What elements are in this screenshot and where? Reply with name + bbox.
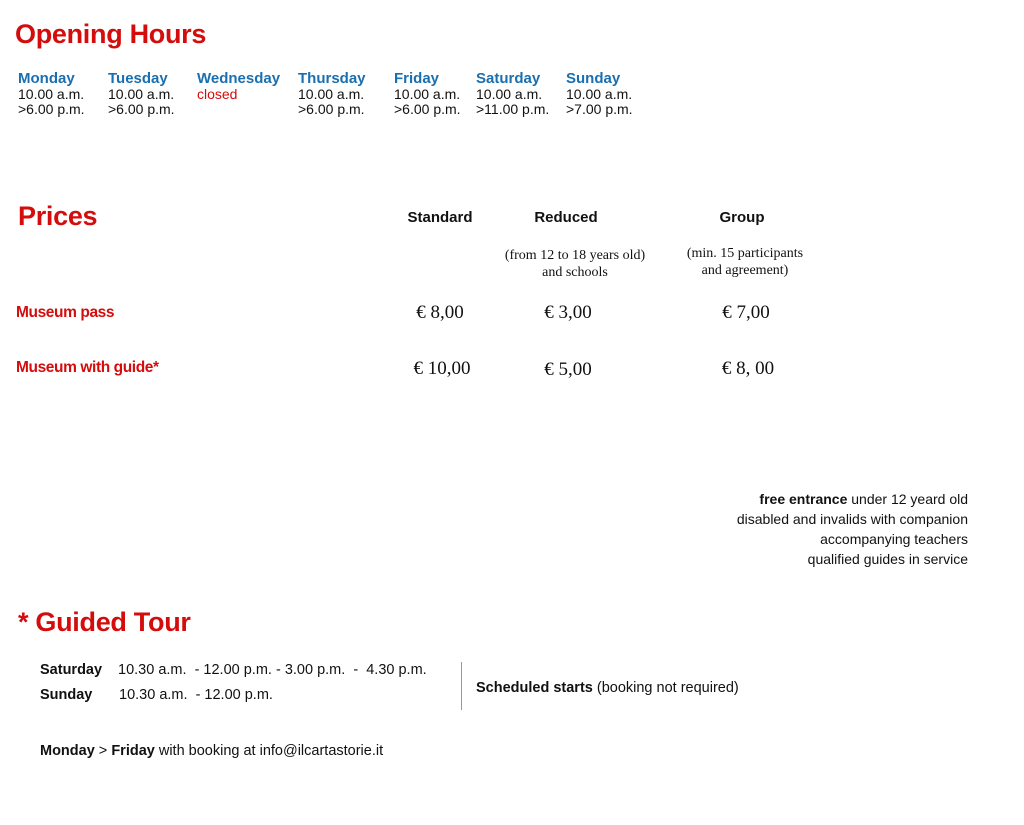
col-group-header: Group [719,209,765,226]
reduced-note [480,247,670,281]
free-entrance-line4: qualified guides in service [807,551,968,567]
day-close-time: >6.00 p.m. [108,101,175,117]
day-closed-label: closed [197,86,238,102]
day-open-time: 10.00 a.m. [298,86,365,102]
weekday-booking-text: with booking at info@ilcartastorie.it [154,743,384,759]
prices-title: Prices [18,201,98,231]
price-guide-group: € 8, 00 [721,358,775,379]
day-monday [18,70,85,117]
day-name: Wednesday [197,70,281,87]
tour-sunday-row [40,687,273,703]
free-entrance-rest: under 12 yeard old [847,491,968,507]
scheduled-starts-rest: (booking not required) [592,680,739,696]
day-close-time: >11.00 p.m. [476,101,550,117]
row-museum-pass-label: Museum pass [16,304,115,321]
day-close-time: >6.00 p.m. [394,101,461,117]
group-note-line2: and agreement) [701,263,789,278]
day-close-time: >7.00 p.m. [566,101,633,117]
day-open-time: 10.00 a.m. [108,86,175,102]
col-reduced-header: Reduced [534,209,598,226]
col-standard-header: Standard [407,209,473,226]
group-note [660,245,830,279]
day-name: Monday [18,70,75,87]
free-entrance-bold: free entrance [759,491,848,507]
day-name: Friday [394,70,440,87]
row-museum-guide-label: Museum with guide* [16,359,159,376]
price-pass-standard: € 8,00 [416,302,464,323]
weekday-to: Friday [111,743,155,759]
tour-day-label: Saturday [40,662,103,678]
day-close-time: >6.00 p.m. [18,101,85,117]
group-note-line1: (min. 15 participants [686,246,804,261]
day-saturday [476,70,549,117]
opening-hours-title: Opening Hours [15,19,207,49]
day-sunday [566,70,633,117]
weekday-from: Monday [40,743,95,759]
weekday-booking-note [40,743,383,759]
guided-tour-title: * Guided Tour [18,607,191,637]
scheduled-starts-note [476,680,739,696]
tour-times: 10.30 a.m. - 12.00 p.m. [119,687,273,703]
day-name: Tuesday [108,70,168,87]
price-pass-group: € 7,00 [722,302,770,323]
reduced-note-line1: (from 12 to 18 years old) [504,248,646,263]
day-wednesday [197,70,280,102]
day-open-time: 10.00 a.m. [476,86,543,102]
day-name: Sunday [566,70,621,87]
divider [461,662,462,710]
free-entrance-line1 [737,489,968,509]
price-guide-standard: € 10,00 [413,358,471,379]
day-open-time: 10.00 a.m. [566,86,633,102]
price-pass-reduced: € 3,00 [544,302,592,323]
tour-times: 10.30 a.m. - 12.00 p.m. - 3.00 p.m. - 4.30 p.m. [118,662,427,678]
day-open-time: 10.00 a.m. [18,86,85,102]
day-open-time: 10.00 a.m. [394,86,461,102]
tour-saturday-row [40,662,427,678]
free-entrance-line3: accompanying teachers [820,531,968,547]
free-entrance-note [737,489,968,569]
day-tuesday [108,70,175,117]
day-name: Thursday [298,70,366,87]
day-friday [394,70,461,117]
day-close-time: >6.00 p.m. [298,101,365,117]
price-guide-reduced: € 5,00 [544,359,592,380]
reduced-note-line2: and schools [542,265,608,280]
scheduled-starts-bold: Scheduled starts [476,680,593,696]
weekday-separator: > [94,743,112,759]
tour-day-label: Sunday [40,687,93,703]
day-name: Saturday [476,70,541,87]
day-thursday [298,70,366,117]
free-entrance-line2: disabled and invalids with companion [736,511,968,527]
